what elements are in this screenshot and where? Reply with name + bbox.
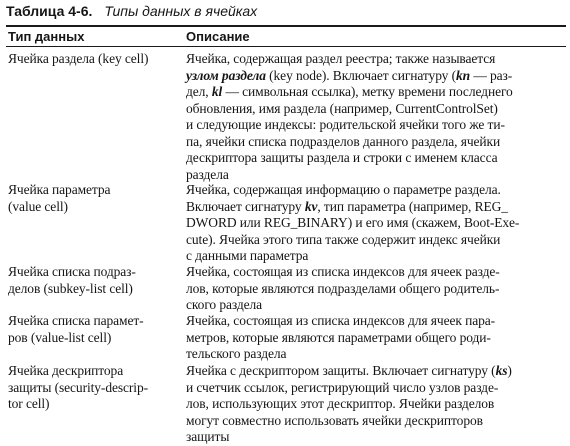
row-security-descriptor-cell-description xyxy=(186,363,566,446)
table-top-rule xyxy=(6,25,566,27)
desc-line: раздела xyxy=(186,166,229,182)
desc-line: тельского раздела xyxy=(186,346,287,361)
type-line: Ячейка дескриптора xyxy=(8,363,124,378)
desc-line: защиты xyxy=(186,429,230,444)
row-value-cell-type xyxy=(8,182,180,215)
row-subkey-list-cell-type xyxy=(8,264,180,297)
row-security-descriptor-cell-type xyxy=(8,363,180,413)
type-line: ров (value-list cell) xyxy=(8,329,112,345)
desc-line: и следующие индексы: родительской ячейки того же ти- xyxy=(186,117,505,132)
row-value-list-cell-description xyxy=(186,313,566,363)
row-key-cell-type xyxy=(8,51,180,68)
table-caption xyxy=(6,2,257,20)
type-line: защиты (security-descrip- xyxy=(8,379,148,395)
desc-line: Ячейка, состоящая из списка индексов для ячеек пара- xyxy=(186,313,496,328)
type-line: (value cell) xyxy=(8,198,68,214)
type-line: Ячейка списка подраз- xyxy=(8,264,136,279)
desc-line: па, ячейки списка подразделов данного раздела, ячейки xyxy=(186,133,501,149)
signature-kn: kn xyxy=(456,67,471,83)
header-data-type: Тип данных xyxy=(8,29,85,44)
table-number: Таблица 4-6. xyxy=(6,3,93,19)
desc-line: могут совместно использовать ячейки дескрипторов xyxy=(186,412,483,428)
desc-line: с данными параметра xyxy=(186,248,309,263)
type-line: делов (subkey-list cell) xyxy=(8,280,133,296)
row-key-cell-description xyxy=(186,51,566,183)
key-node-term: узлом раздела xyxy=(186,67,266,83)
signature-ks: ks xyxy=(495,363,508,378)
header-description: Описание xyxy=(186,29,250,44)
desc-line: cute). Ячейка этого типа также содержит индекс ячейки xyxy=(186,231,501,247)
table-title: Типы данных в ячейках xyxy=(104,3,258,19)
type-line: Ячейка раздела (key cell) xyxy=(8,51,149,66)
type-line: Ячейка списка парамет- xyxy=(8,313,144,328)
desc-line: ского раздела xyxy=(186,297,263,312)
signature-kl: kl xyxy=(211,84,223,99)
desc-line: Ячейка, состоящая из списка индексов для ячеек разде- xyxy=(186,264,500,279)
desc-line: дескриптора защиты раздела и строки с именем класса xyxy=(186,150,498,165)
row-subkey-list-cell-description xyxy=(186,264,566,314)
desc-line: Ячейка, содержащая раздел реестра; также называется xyxy=(186,51,496,66)
desc-line: узлом раздела (key node). Включает сигнатуру (kn — раз- xyxy=(186,67,513,83)
desc-line: Ячейка, содержащая информацию о параметре раздела. xyxy=(186,182,501,197)
row-value-list-cell-type xyxy=(8,313,180,346)
type-line: Ячейка параметра xyxy=(8,182,111,197)
signature-kv: kv xyxy=(304,198,318,214)
desc-line: обновления, имя раздела (например, CurrentControlSet) xyxy=(186,100,498,116)
desc-line: лов, которые являются подразделами общего родитель- xyxy=(186,280,500,296)
row-value-cell-description xyxy=(186,182,566,265)
type-line: tor cell) xyxy=(8,396,50,411)
desc-line: DWORD или REG_BINARY) и его имя (скажем, Boot-Exe- xyxy=(186,215,520,230)
desc-line: дел, kl — символьная ссылка), метку времени последнего xyxy=(186,84,513,99)
desc-line: Ячейка с дескриптором защиты. Включает сигнатуру (ks) xyxy=(186,363,512,378)
desc-line: Включает сигнатуру kv, тип параметра (например, REG_ xyxy=(186,198,508,214)
desc-line: и счетчик ссылок, регистрирующий число узлов разде- xyxy=(186,379,499,395)
header-rule xyxy=(6,46,566,47)
desc-line: метров, которые являются параметрами общего роди- xyxy=(186,329,491,345)
desc-line: лов, использующих этот дескриптор. Ячейки разделов xyxy=(186,396,495,411)
